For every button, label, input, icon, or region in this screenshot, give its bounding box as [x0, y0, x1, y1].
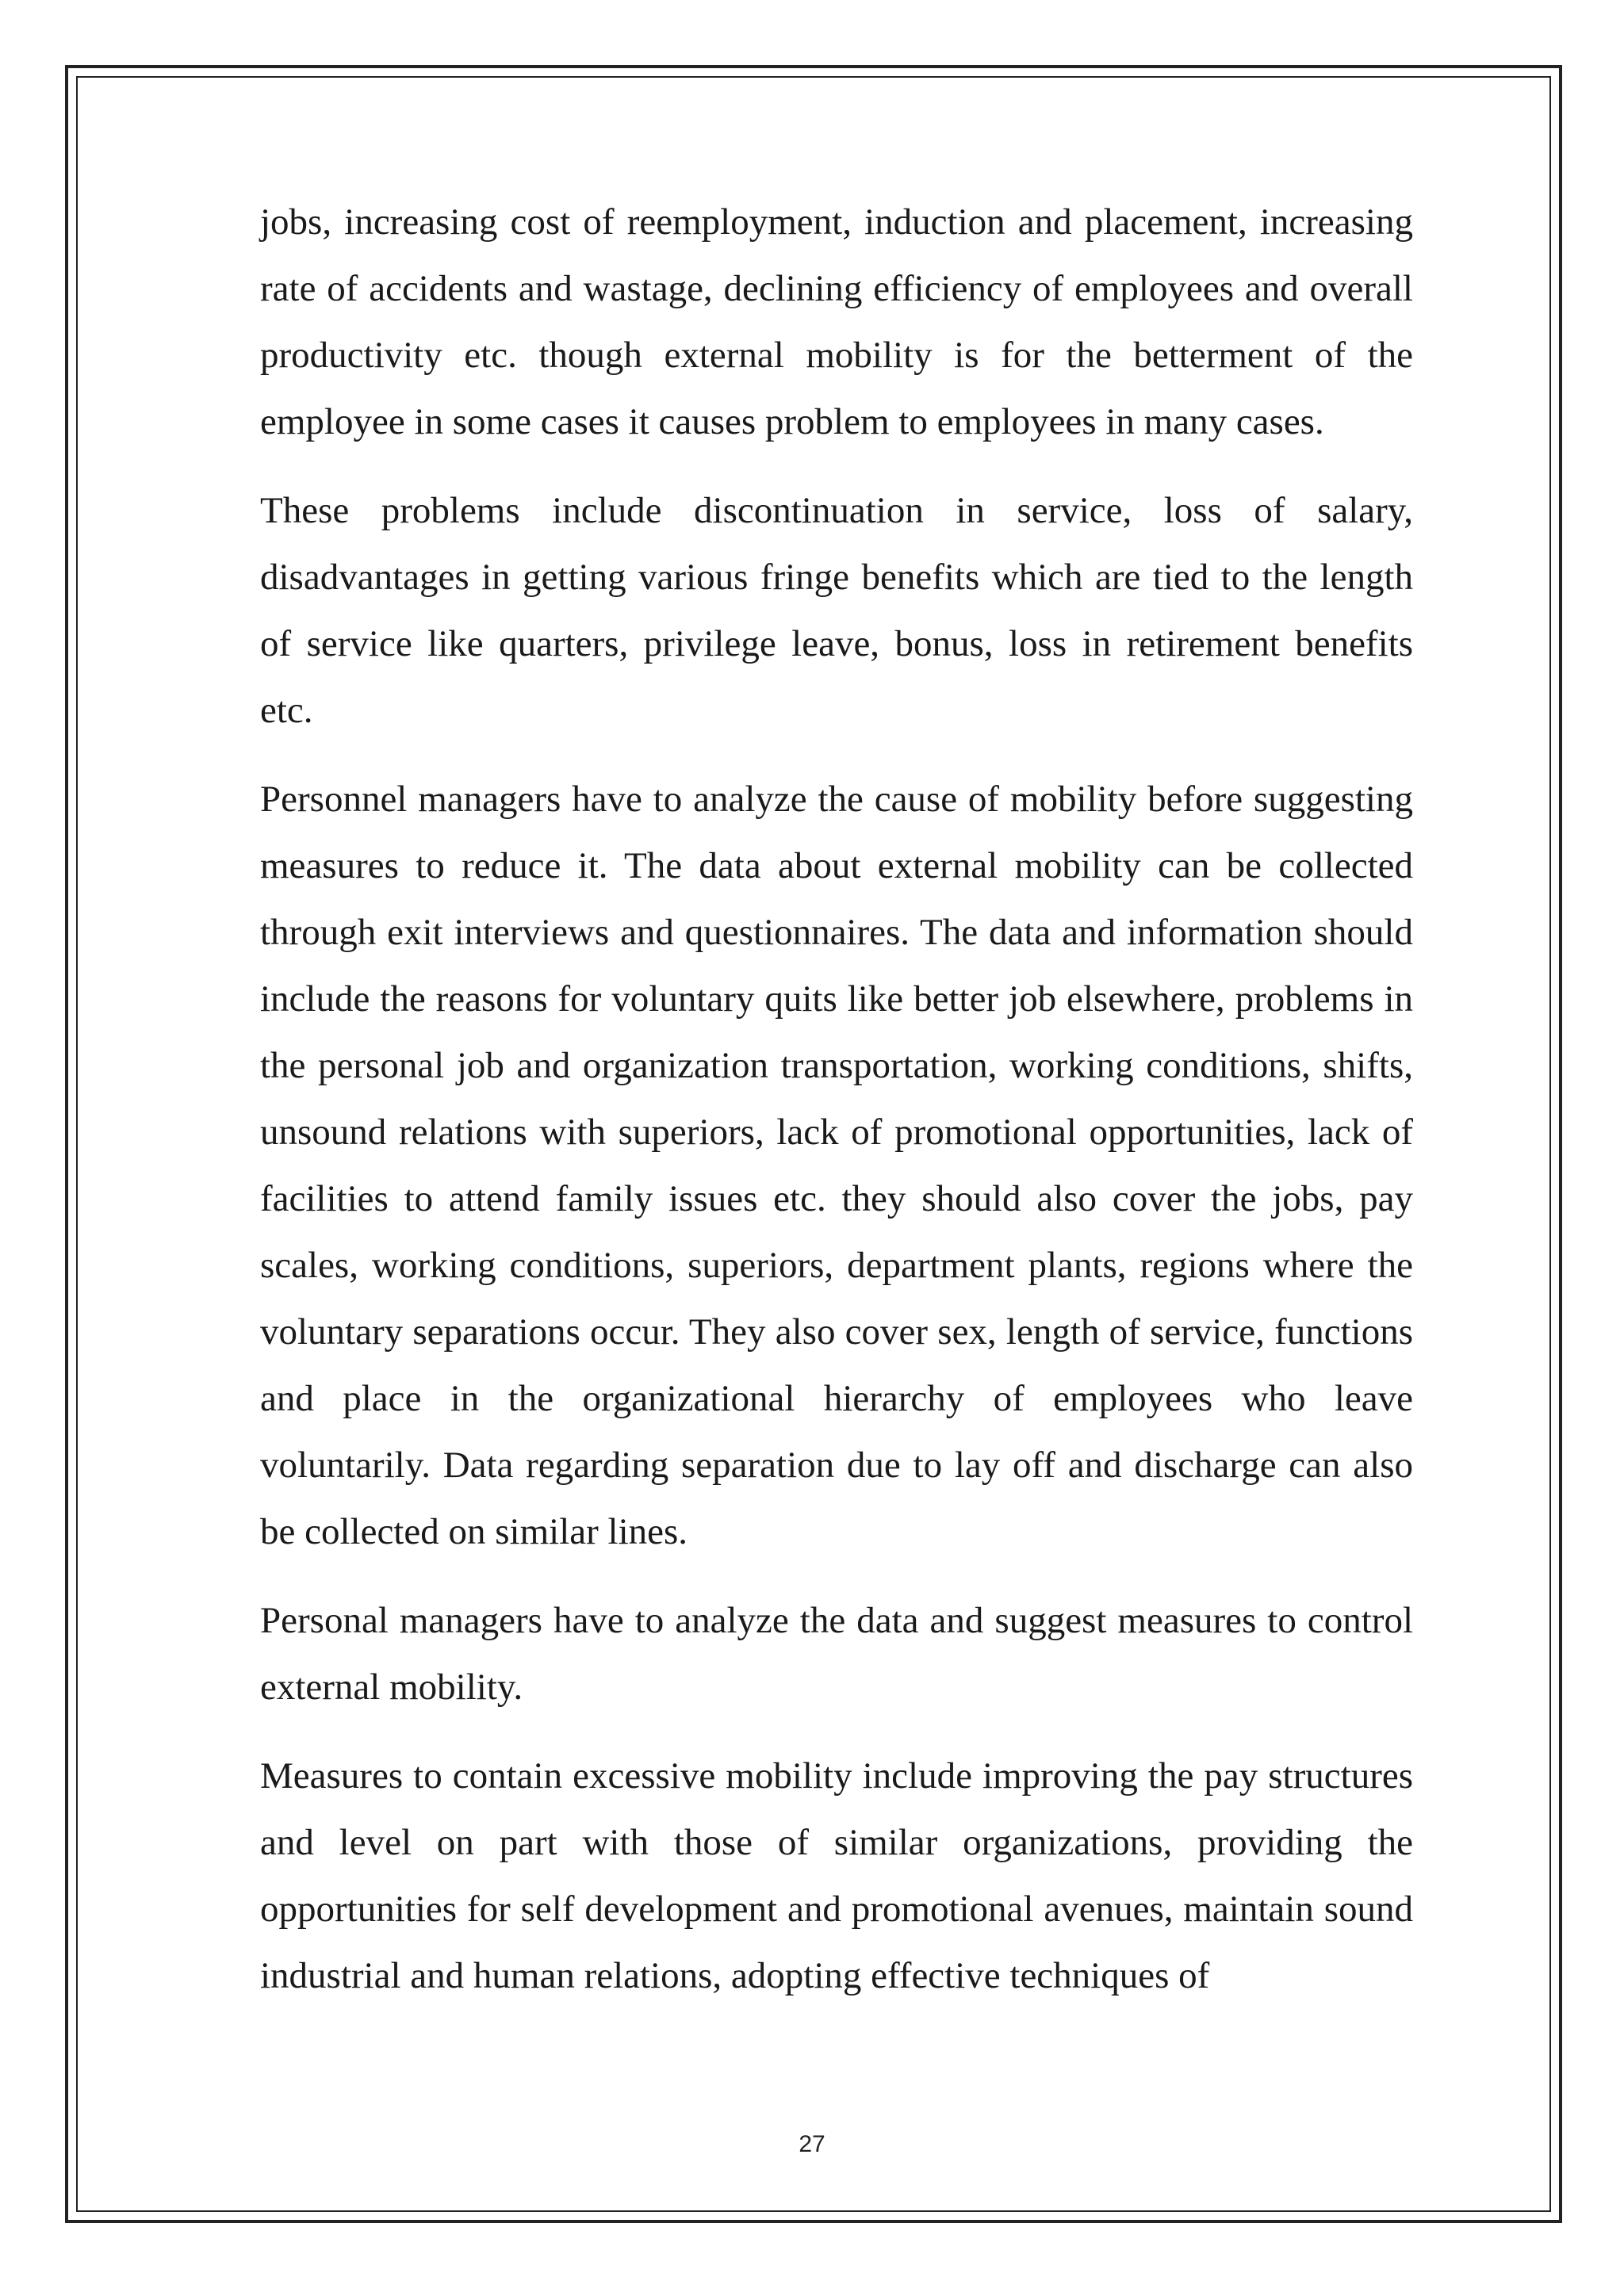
paragraph-2: These problems include discontinuation in service, loss of salary, disadvantages in getting various fringe benefits which are tied to the length of service like quarters, privilege leave, bonus, loss in retirement benefits etc. [260, 490, 1413, 731]
paragraph-1: jobs, increasing cost of reemployment, induction and placement, increasing rate of accidents and wastage, declining efficiency of employees and overall productivity etc. though external mobility is for the betterment of the employee in some cases it causes problem to employees in many cases. [260, 201, 1413, 442]
page-number: 27 [799, 2131, 825, 2157]
paragraph-4: Personal managers have to analyze the data and suggest measures to control external mobility. [260, 1600, 1413, 1708]
page-body [260, 189, 1413, 2031]
paragraph-5: Measures to contain excessive mobility include improving the pay structures and level on part with those of similar organizations, providing the opportunities for self development and promotional avenues, maintain sound industrial and human relations, adopting effective techniques of [260, 1755, 1413, 1996]
paragraph-3: Personnel managers have to analyze the cause of mobility before suggesting measures to reduce it. The data about external mobility can be collected through exit interviews and questionnaires. The data and information should include the reasons for voluntary quits like better job elsewhere, problems in the personal job and organization transportation, working conditions, shifts, unsound relations with superiors, lack of promotional opportunities, lack of facilities to attend family issues etc. they should also cover the jobs, pay scales, working conditions, superiors, department plants, regions where the voluntary separations occur. They also cover sex, length of service, functions and place in the organizational hierarchy of employees who leave voluntarily. Data regarding separation due to lay off and discharge can also be collected on similar lines. [260, 779, 1413, 1552]
